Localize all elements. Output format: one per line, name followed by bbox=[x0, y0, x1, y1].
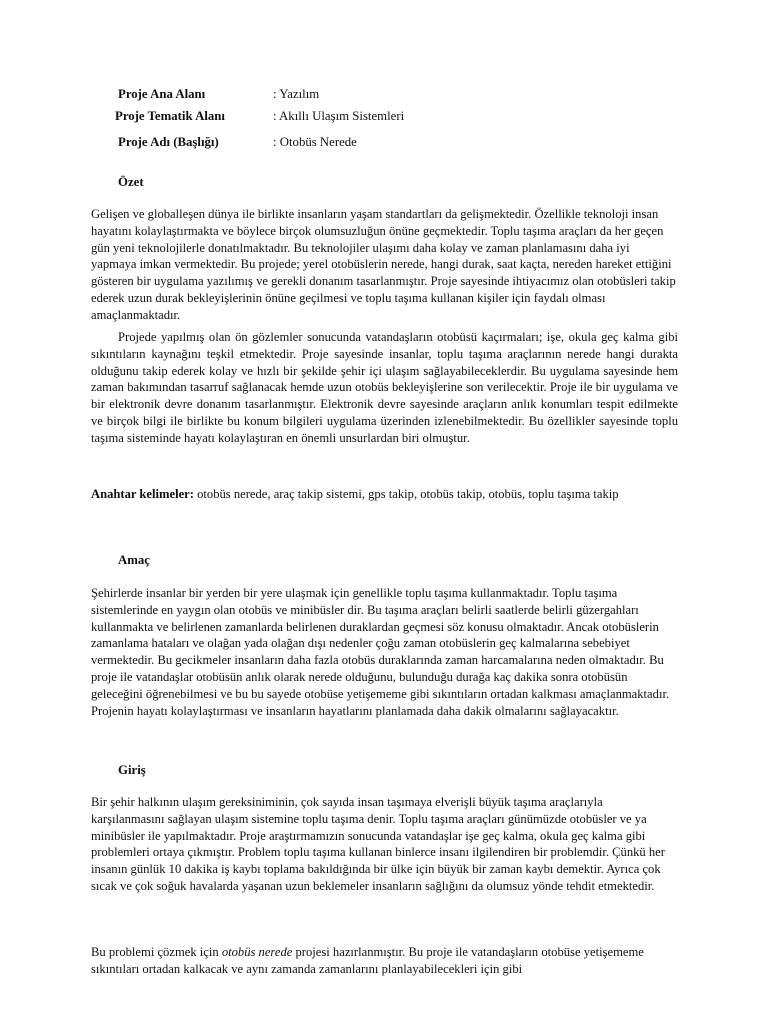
purpose-paragraph: Şehirlerde insanlar bir yerden bir yere ulaşmak için genellikle toplu taşıma kullanmaktadır. Toplu taşıma sistemlerinde en yaygın olan otobüs ve minibüsler dir. Bu taşıma araçları belirli saatlerde belirli güzergahları kullanmakta ve belirlenen zamanlarda belirlenen duraklardan geçmesi söz konusu olmaktadır. Ancak otobüslerin zamanlama hataları ve olağan yada olağan dışı nedenler çoğu zaman otobüslerin geç kalmalarına sebebiyet vermektedir. Bu gecikmeler insanların daha fazla otobüs duraklarında zaman harcamalarına neden olmaktadır. Bu proje ile vatandaşlar otobüsün anlık olarak nerede olduğunu, bulunduğu durağa kaç dakika sonra otobüsün geleceğini öğrenebilmesi ve bu bu sayede otobüse yetişememe gibi sıkıntıların ortadan kalkması amaçlanmaktadır. Projenin hayatı kolaylaştırması ve insanların hayatlarını planlamada daha dakik olmalarını sağlayacaktır. bbox=[91, 586, 670, 718]
meta-value: : Otobüs Nerede bbox=[273, 135, 357, 149]
meta-row-project-name bbox=[118, 134, 357, 151]
purpose-heading: Amaç bbox=[118, 553, 150, 567]
meta-row-thematic-area bbox=[115, 108, 404, 125]
summary-heading: Özet bbox=[118, 175, 144, 189]
intro-text-before: Bu problemi çözmek için bbox=[91, 945, 222, 959]
introduction-heading: Giriş bbox=[118, 763, 146, 777]
introduction-paragraph-1: Bir şehir halkının ulaşım gereksiniminin, çok sayıda insan taşımaya elverişli büyük taşıma araçlarıyla karşılanmasını sağlayan ulaşım sistemine toplu taşıma denir. Toplu taşıma araçları günümüzde otobüsler ve ya minibüsler ile yapılmaktadır. Proje araştırmamızın sonucunda vatandaşlar işe geç kalma, okula geç kalma gibi problemleri ortaya çıkmıştır. Problem toplu taşıma kullanan binlerce insanı ilgilendiren bir problemdir. Çünkü her insanın günlük 10 dakika iş kaybı toplama bakıldığında bir ülke için büyük bir zaman kaybı demektir. Ayrıca çok sıcak ve çok soğuk havalarda yaşanan uzun beklemeler insanların sağlığını da olumsuz yönde tehdit etmektedir. bbox=[91, 795, 665, 893]
intro-text-after: projesi hazırlanmıştır. Bu proje ile vatandaşların otobüse yetişememe sıkıntıları ortadan kalkacak ve aynı zamanda zamanlarını planlayabilecekleri için gibi bbox=[91, 945, 644, 976]
meta-value: : Yazılım bbox=[273, 87, 320, 101]
meta-label: Proje Adı (Başlığı) bbox=[118, 135, 219, 149]
meta-label: Proje Ana Alanı bbox=[118, 87, 206, 101]
meta-value: : Akıllı Ulaşım Sistemleri bbox=[273, 109, 405, 123]
keywords-paragraph bbox=[91, 486, 678, 503]
meta-row-main-area bbox=[118, 86, 319, 103]
keywords-label: Anahtar kelimeler: bbox=[91, 487, 194, 501]
summary-paragraph-2: Projede yapılmış olan ön gözlemler sonucunda vatandaşların otobüsü kaçırmaları; işe, okula geç kalma gibi sıkıntıların kaynağını teşkil etmektedir. Proje sayesinde insanlar, toplu taşıma araçlarının nerede hangi durakta olduğunu takip ederek kolay ve hızlı bir şekilde şehir içi ulaşım sağlayabileceklerdir. Bu uygulama sayesinde hem zaman bakımından tasarruf sağlanacak hemde uzun otobüs bekleyişlerine son verilecektir. Proje ile bir uygulama ve bir elektronik devre donanım tasarlanmıştır. Elektronik devre sayesinde araçların anlık konumları tespit edilmekte ve birçok bilgi ile birlikte bu konum bilgileri uygulama üzerinden izlenebilmektedir. Bu özellikler sayesinde toplu taşıma sisteminde hayatı kolaylaştıran en önemli unsurlardan biri olmuştur. bbox=[91, 330, 678, 445]
meta-label: Proje Tematik Alanı bbox=[115, 109, 225, 123]
project-name-italic: otobüs nerede bbox=[221, 945, 293, 959]
keywords-text: otobüs nerede, araç takip sistemi, gps takip, otobüs takip, otobüs, toplu taşıma takip bbox=[193, 487, 619, 501]
summary-paragraph-1: Gelişen ve globalleşen dünya ile birlikte insanların yaşam standartları da gelişmektedir. Özellikle teknoloji insan hayatını kolaylaştırmakta ve böylece birçok olumsuzluğun önüne geçmektedir. Toplu taşıma araçları da her geçen gün yeni teknolojilerle donatılmaktadır. Bu teknolojiler ulaşımı daha kolay ve zaman planlamasını daha iyi yapmaya imkan vermektedir. Bu projede; yerel otobüslerin nerede, hangi durak, saat kaçta, nereden hareket ettiğini gösteren bir uygulama yazılımış ve gerekli donanım tasarlanmıştır. Proje sayesinde ihtiyacımız olan otobüsleri takip ederek uzun durak bekleyişlerinin önüne geçilmesi ve toplu taşıma kullanan kişiler için faydalı olması amaçlanmaktadır. bbox=[91, 207, 676, 322]
introduction-paragraph-2 bbox=[91, 944, 678, 978]
